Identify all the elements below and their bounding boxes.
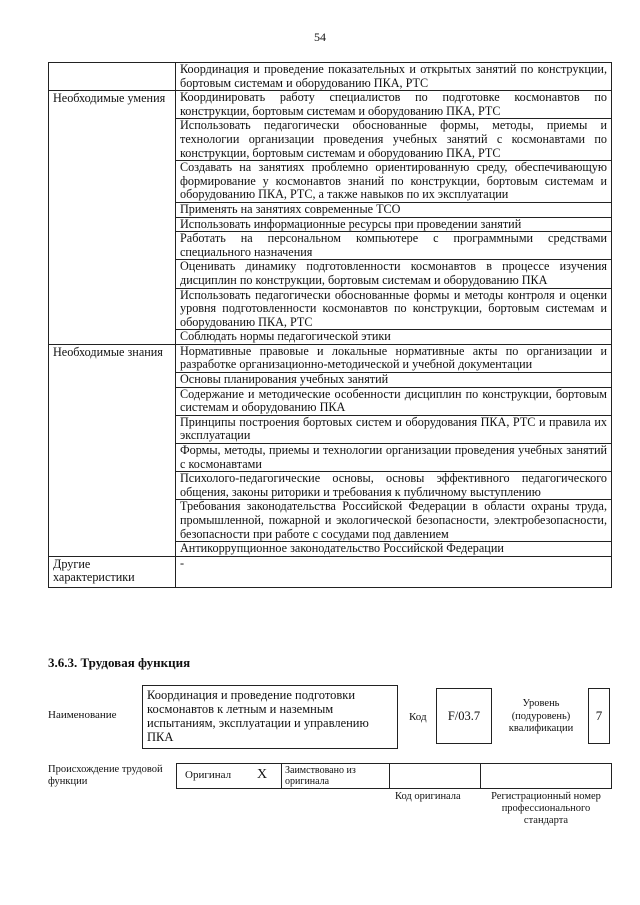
skill-item: Использовать педагогически обоснованные формы и методы контроля и оценки уровня подготовленности космонавтов по конструкции, бортовым системам и оборудованию ПКА, РТС — [176, 288, 612, 330]
knowledge-item: Психолого-педагогические основы, основы эффективного педагогического общения, законы риторики и требования к публичному выступлению — [176, 472, 612, 500]
section-title: 3.6.3. Трудовая функция — [48, 655, 191, 670]
code-original-label: Код оригинала — [395, 791, 461, 802]
row-item: Координация и проведение показательных и открытых занятий по конструкции, бортовым системам и оборудованию ПКА, РТС — [176, 63, 612, 91]
skill-item: Использовать педагогически обоснованные формы, методы, приемы и технологии организации проведения учебных занятий с космонавтами по конструкции, бортовым системам и оборудованию ПКА, РТС — [176, 119, 612, 161]
knowledge-item: Основы планирования учебных занятий — [176, 373, 612, 388]
original-mark: X — [257, 767, 268, 782]
skill-item: Применять на занятиях современные ТСО — [176, 202, 612, 217]
knowledge-item: Нормативные правовые и локальные нормативные акты по организации и разработке организационно-методической и учебной документации — [176, 344, 612, 372]
skill-item: Соблюдать нормы педагогической этики — [176, 330, 612, 345]
code-value-box: F/03.7 — [436, 688, 492, 744]
divider — [281, 764, 282, 788]
knowledge-item: Требования законодательства Российской Федерации в области охраны труда, промышленной, пожарной и экологической безопасности, электробезопасности, безопасности при работе с сосудами под давлением — [176, 500, 612, 542]
table-row — [49, 91, 612, 119]
code-label: Код — [409, 711, 427, 723]
divider — [480, 764, 481, 788]
table-row — [49, 344, 612, 372]
skill-item: Координировать работу специалистов по подготовке космонавтов по конструкции, бортовым системам и оборудованию ПКА, РТС — [176, 91, 612, 119]
borrowed-label: Заимствовано из оригинала — [285, 765, 356, 787]
skills-label: Необходимые умения — [49, 91, 176, 345]
row-label — [49, 63, 176, 91]
table-row — [49, 63, 612, 91]
knowledge-item: Антикоррупционное законодательство Российской Федерации — [176, 542, 612, 557]
knowledge-item: Содержание и методические особенности дисциплин по конструкции, бортовым системам и оборудованию ПКА — [176, 387, 612, 415]
other-item: - — [176, 556, 612, 587]
name-label: Наименование — [48, 709, 117, 721]
knowledge-label: Необходимые знания — [49, 344, 176, 556]
origin-row-box — [176, 763, 612, 789]
skill-item: Использовать информационные ресурсы при проведении занятий — [176, 217, 612, 232]
skill-item: Оценивать динамику подготовленности космонавтов в процессе изучения дисциплин по конструкции, бортовым системам и оборудованию ПКА — [176, 260, 612, 288]
skill-item: Работать на персональном компьютере с программными средствами специального назначения — [176, 232, 612, 260]
reg-number-label: Регистрационный номер профессионального стандарта — [491, 791, 601, 826]
knowledge-item: Принципы построения бортовых систем и оборудования ПКА, РТС и правила их эксплуатации — [176, 415, 612, 443]
function-name-box: Координация и проведение подготовки космонавтов к летным и наземным испытаниям, эксплуатации и управлению ПКА — [142, 685, 398, 749]
original-label: Оригинал — [185, 769, 232, 781]
knowledge-item: Формы, методы, приемы и технологии организации проведения учебных занятий с космонавтами — [176, 444, 612, 472]
other-label: Другие характеристики — [49, 556, 176, 587]
origin-label: Происхождение трудовой функции — [48, 764, 163, 787]
requirements-table — [48, 62, 612, 588]
divider — [389, 764, 390, 788]
skill-item: Создавать на занятиях проблемно ориентированную среду, обеспечивающую формирование у космонавтов знаний по конструкции, бортовым системам и оборудованию ПКА, РТС, а также навыков по их эксплуатации — [176, 161, 612, 203]
level-label: Уровень (подуровень) квалификации — [508, 698, 574, 734]
level-value-box: 7 — [588, 688, 610, 744]
table-row — [49, 556, 612, 587]
page-number: 54 — [314, 30, 326, 44]
